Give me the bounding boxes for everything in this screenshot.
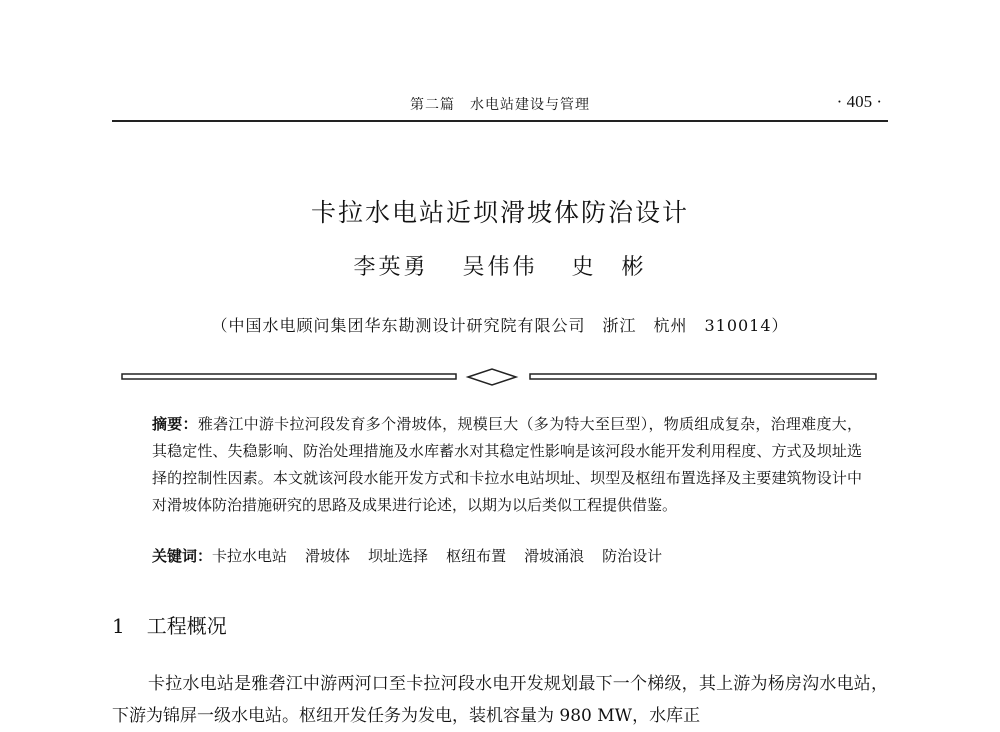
running-header	[112, 88, 888, 122]
author: 李英勇	[353, 255, 429, 280]
abstract-label: 摘要：	[152, 415, 198, 433]
keywords-label: 关键词：	[152, 547, 213, 565]
keyword: 滑坡涌浪	[524, 547, 585, 565]
affiliation: （中国水电顾问集团华东勘测设计研究院有限公司 浙江 杭州 310014）	[211, 316, 789, 335]
abstract	[152, 411, 862, 519]
section-number: 1	[112, 614, 125, 638]
page-number: · 405 ·	[836, 92, 882, 111]
section-title: 工程概况	[146, 614, 227, 638]
running-header-section: 第二篇 水电站建设与管理	[410, 97, 590, 113]
author: 史 彬	[571, 255, 647, 280]
paper-title: 卡拉水电站近坝滑坡体防治设计	[310, 197, 689, 227]
abstract-text: 雅砻江中游卡拉河段发育多个滑坡体，规模巨大（多为特大至巨型），物质组成复杂，治理难度大，其稳定性、失稳影响、防治处理措施及水库蓄水对其稳定性影响是该河段水能开发利用程度、方式及坝址选择的控制性因素。本文就该河段水能开发方式和卡拉水电站坝址、坝型及枢纽布置选择及主要建筑物设计中对滑坡体防治措施研究的思路及成果进行论述，以期为以后类似工程提供借鉴。	[152, 415, 862, 514]
author: 吴伟伟	[462, 255, 538, 280]
body-paragraph: 卡拉水电站是雅砻江中游两河口至卡拉河段水电开发规划最下一个梯级，其上游为杨房沟水电站，下游为锦屏一级水电站。枢纽开发任务为发电，装机容量为 980 MW，水库正	[112, 674, 888, 726]
ornamental-divider	[120, 367, 880, 387]
section-heading	[112, 610, 227, 639]
author-list	[0, 250, 1000, 281]
keyword: 枢纽布置	[446, 547, 507, 565]
diamond-divider-icon	[120, 367, 880, 387]
keyword: 卡拉水电站	[212, 547, 288, 565]
keyword: 坝址选择	[368, 547, 429, 565]
keyword: 防治设计	[602, 547, 663, 565]
keyword: 滑坡体	[305, 547, 351, 565]
keywords	[152, 545, 862, 566]
